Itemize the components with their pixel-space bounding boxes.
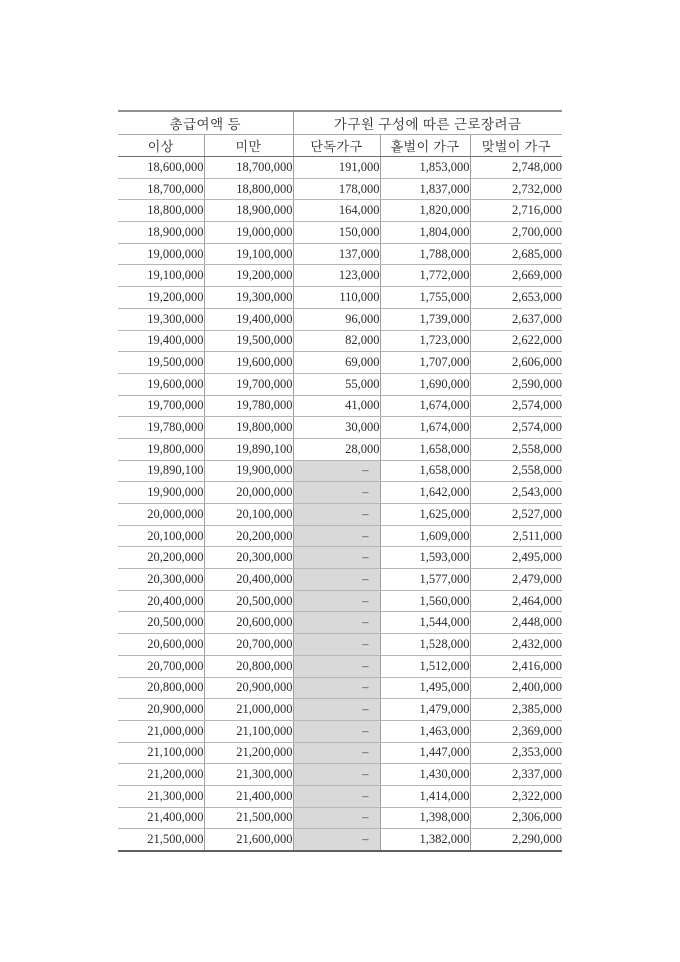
table-cell: 2,322,000 (470, 785, 562, 807)
table-cell: 19,300,000 (118, 308, 204, 330)
table-cell: 21,100,000 (204, 720, 293, 742)
table-cell: 20,800,000 (204, 655, 293, 677)
table-cell: 28,000 (293, 438, 380, 460)
table-cell: 21,200,000 (118, 764, 204, 786)
table-cell: 1,772,000 (380, 265, 470, 287)
table-cell: 164,000 (293, 200, 380, 222)
table-cell: – (293, 504, 380, 526)
table-cell: 18,800,000 (204, 178, 293, 200)
table-cell: 150,000 (293, 222, 380, 244)
table-cell: 19,900,000 (204, 460, 293, 482)
table-row (118, 699, 562, 721)
table-cell: 1,382,000 (380, 829, 470, 851)
table-cell: 21,000,000 (204, 699, 293, 721)
table-cell: 1,544,000 (380, 612, 470, 634)
table-cell: 1,707,000 (380, 352, 470, 374)
table-cell: 2,622,000 (470, 330, 562, 352)
table-row (118, 807, 562, 829)
eitc-lookup-table (118, 110, 562, 852)
table-cell: 82,000 (293, 330, 380, 352)
table-cell: 2,306,000 (470, 807, 562, 829)
table-row (118, 829, 562, 851)
table-cell: – (293, 699, 380, 721)
table-row (118, 612, 562, 634)
table-cell: 2,716,000 (470, 200, 562, 222)
table-cell: 1,739,000 (380, 308, 470, 330)
table-cell: 19,700,000 (118, 395, 204, 417)
table-cell: 20,400,000 (204, 569, 293, 591)
table-row (118, 525, 562, 547)
table-cell: 1,495,000 (380, 677, 470, 699)
table-row (118, 677, 562, 699)
table-cell: 20,200,000 (204, 525, 293, 547)
table-cell: 20,000,000 (204, 482, 293, 504)
table-cell: 19,900,000 (118, 482, 204, 504)
table-cell: 2,574,000 (470, 395, 562, 417)
table-cell: 19,400,000 (204, 308, 293, 330)
table-row (118, 243, 562, 265)
table-row (118, 373, 562, 395)
table-cell: 20,600,000 (118, 634, 204, 656)
table-cell: 18,900,000 (118, 222, 204, 244)
table-row (118, 482, 562, 504)
table-cell: – (293, 807, 380, 829)
table-cell: – (293, 569, 380, 591)
table-cell: 2,290,000 (470, 829, 562, 851)
table-cell: 21,300,000 (204, 764, 293, 786)
table-cell: 2,479,000 (470, 569, 562, 591)
table-cell: – (293, 612, 380, 634)
table-cell: 1,479,000 (380, 699, 470, 721)
table-cell: 19,000,000 (204, 222, 293, 244)
table-cell: 1,642,000 (380, 482, 470, 504)
table-cell: 1,788,000 (380, 243, 470, 265)
table-cell: 20,400,000 (118, 590, 204, 612)
table-body (118, 157, 562, 852)
table-cell: 1,755,000 (380, 287, 470, 309)
table-row (118, 395, 562, 417)
table-row (118, 308, 562, 330)
table-cell: – (293, 764, 380, 786)
table-cell: 1,820,000 (380, 200, 470, 222)
table-cell: 18,900,000 (204, 200, 293, 222)
table-cell: 21,400,000 (118, 807, 204, 829)
table-cell: 20,100,000 (204, 504, 293, 526)
table-cell: 21,600,000 (204, 829, 293, 851)
table-row (118, 287, 562, 309)
table-cell: 191,000 (293, 157, 380, 179)
table-cell: 20,300,000 (118, 569, 204, 591)
table-row (118, 504, 562, 526)
header-group-credit-by-household: 가구원 구성에 따른 근로장려금 (293, 111, 562, 135)
table-cell: 1,690,000 (380, 373, 470, 395)
table-cell: 1,674,000 (380, 395, 470, 417)
table-row (118, 200, 562, 222)
table-cell: 1,593,000 (380, 547, 470, 569)
table-cell: 1,414,000 (380, 785, 470, 807)
table-cell: 2,543,000 (470, 482, 562, 504)
table-cell: 123,000 (293, 265, 380, 287)
table-cell: 2,558,000 (470, 460, 562, 482)
table-cell: 19,600,000 (204, 352, 293, 374)
table-cell: 19,200,000 (118, 287, 204, 309)
table-row (118, 764, 562, 786)
column-header-single: 단독가구 (293, 135, 380, 157)
table-cell: 1,560,000 (380, 590, 470, 612)
table-cell: 21,400,000 (204, 785, 293, 807)
table-cell: 20,100,000 (118, 525, 204, 547)
table-cell: 18,600,000 (118, 157, 204, 179)
table-cell: – (293, 634, 380, 656)
table-cell: 1,528,000 (380, 634, 470, 656)
table-cell: 2,353,000 (470, 742, 562, 764)
table-row (118, 655, 562, 677)
table-cell: 19,500,000 (204, 330, 293, 352)
table-cell: 20,200,000 (118, 547, 204, 569)
table-cell: 19,800,000 (204, 417, 293, 439)
table-row (118, 742, 562, 764)
table-cell: 21,500,000 (147, 832, 204, 847)
table-row (118, 438, 562, 460)
table-cell: 20,300,000 (204, 547, 293, 569)
header-group-row (118, 111, 562, 135)
table-cell: 1,674,000 (380, 417, 470, 439)
table-row (118, 547, 562, 569)
table-cell: 30,000 (293, 417, 380, 439)
table-cell: 110,000 (293, 287, 380, 309)
header-group-total-salary: 총급여액 등 (118, 111, 293, 135)
table-cell: 1,430,000 (380, 764, 470, 786)
table-cell: 2,337,000 (470, 764, 562, 786)
table-row (118, 720, 562, 742)
table-cell: 2,448,000 (470, 612, 562, 634)
table-cell: 19,600,000 (118, 373, 204, 395)
table-cell: 21,100,000 (118, 742, 204, 764)
table-cell: 2,637,000 (470, 308, 562, 330)
table-cell: – (293, 590, 380, 612)
table-cell: – (293, 677, 380, 699)
table-cell: 19,890,100 (118, 460, 204, 482)
table-row (118, 222, 562, 244)
column-header-less-than: 미만 (204, 135, 293, 157)
table-cell: 21,000,000 (118, 720, 204, 742)
table-cell: 19,700,000 (204, 373, 293, 395)
table-cell: 2,432,000 (470, 634, 562, 656)
table-cell: 21,300,000 (118, 785, 204, 807)
table-cell: 18,800,000 (118, 200, 204, 222)
table-container (118, 110, 562, 852)
table-cell: – (293, 525, 380, 547)
table-cell: 1,447,000 (380, 742, 470, 764)
table-cell: 20,700,000 (204, 634, 293, 656)
table-cell: 19,780,000 (118, 417, 204, 439)
table-cell: 2,400,000 (470, 677, 562, 699)
table-cell: 41,000 (293, 395, 380, 417)
table-cell: 2,653,000 (470, 287, 562, 309)
table-row (118, 590, 562, 612)
table-row (118, 178, 562, 200)
table-cell: – (293, 785, 380, 807)
table-cell: 20,000,000 (118, 504, 204, 526)
table-cell: – (293, 655, 380, 677)
table-cell: 2,606,000 (470, 352, 562, 374)
table-cell: 178,000 (293, 178, 380, 200)
table-cell: 2,574,000 (470, 417, 562, 439)
table-cell: 2,558,000 (470, 438, 562, 460)
table-cell: 2,685,000 (470, 243, 562, 265)
table-cell: 19,890,100 (204, 438, 293, 460)
table-cell: 2,385,000 (470, 699, 562, 721)
table-cell: 2,495,000 (470, 547, 562, 569)
table-cell: 18,700,000 (118, 178, 204, 200)
table-cell: 19,780,000 (204, 395, 293, 417)
table-cell: 20,900,000 (204, 677, 293, 699)
table-cell: – (293, 482, 380, 504)
column-header-row (118, 135, 562, 157)
table-cell: 20,500,000 (204, 590, 293, 612)
table-row (118, 330, 562, 352)
table-cell: 2,590,000 (470, 373, 562, 395)
table-cell: 18,700,000 (204, 157, 293, 179)
table-cell: 20,600,000 (204, 612, 293, 634)
table-cell: 137,000 (293, 243, 380, 265)
table-cell: 2,748,000 (470, 157, 562, 179)
table-cell: 1,577,000 (380, 569, 470, 591)
table-cell: 2,732,000 (470, 178, 562, 200)
table-row (118, 634, 562, 656)
table-cell: 19,100,000 (204, 243, 293, 265)
table-cell: 19,200,000 (204, 265, 293, 287)
table-cell: 2,464,000 (470, 590, 562, 612)
table-row (118, 157, 562, 179)
table-cell: 1,837,000 (380, 178, 470, 200)
table-cell: 96,000 (293, 308, 380, 330)
table-cell: 19,100,000 (118, 265, 204, 287)
table-row (118, 417, 562, 439)
table-cell: 19,500,000 (118, 352, 204, 374)
table-cell: 2,700,000 (470, 222, 562, 244)
table-cell: 20,500,000 (118, 612, 204, 634)
column-header-single-income: 홑벌이 가구 (380, 135, 470, 157)
table-cell: 1,658,000 (380, 438, 470, 460)
table-cell: 19,800,000 (118, 438, 204, 460)
table-cell: 69,000 (293, 352, 380, 374)
table-cell: 1,804,000 (380, 222, 470, 244)
table-row (118, 265, 562, 287)
table-cell: 1,625,000 (380, 504, 470, 526)
table-cell: 21,200,000 (204, 742, 293, 764)
table-cell: 20,700,000 (118, 655, 204, 677)
table-cell: 1,658,000 (380, 460, 470, 482)
table-cell: 19,000,000 (118, 243, 204, 265)
table-cell: – (293, 547, 380, 569)
table-cell: – (293, 720, 380, 742)
table-cell: 2,511,000 (470, 525, 562, 547)
table-cell: 2,527,000 (470, 504, 562, 526)
column-header-dual-income: 맞벌이 가구 (470, 135, 562, 157)
table-cell: 2,369,000 (470, 720, 562, 742)
table-cell: – (293, 460, 380, 482)
table-row (118, 352, 562, 374)
table-cell: 19,300,000 (204, 287, 293, 309)
table-cell: 1,723,000 (380, 330, 470, 352)
table-row (118, 569, 562, 591)
table-cell: 19,400,000 (118, 330, 204, 352)
table-cell: 2,669,000 (470, 265, 562, 287)
table-cell: 21,500,000 (204, 807, 293, 829)
table-cell: – (293, 742, 380, 764)
table-cell: 2,416,000 (470, 655, 562, 677)
table-cell: 55,000 (293, 373, 380, 395)
table-cell: 1,398,000 (380, 807, 470, 829)
table-row (118, 460, 562, 482)
table-cell: – (293, 829, 380, 851)
column-header-at-least: 이상 (118, 135, 204, 157)
table-row (118, 785, 562, 807)
table-cell: 20,900,000 (118, 699, 204, 721)
table-cell: 1,463,000 (380, 720, 470, 742)
table-cell: 1,512,000 (380, 655, 470, 677)
table-cell: 20,800,000 (118, 677, 204, 699)
table-cell: 1,853,000 (380, 157, 470, 179)
table-cell: 1,609,000 (380, 525, 470, 547)
